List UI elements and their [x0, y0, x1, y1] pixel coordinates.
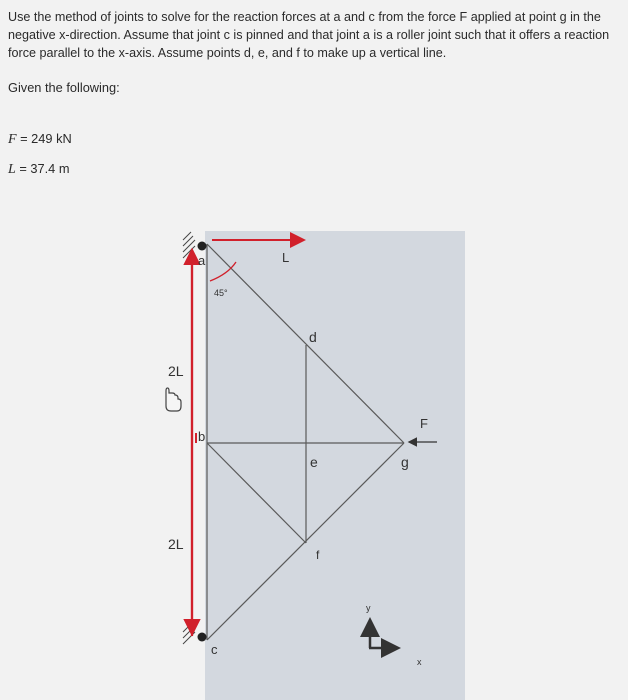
label-d: d: [309, 329, 317, 345]
label-g: g: [401, 454, 409, 470]
force-symbol: F: [8, 132, 17, 147]
force-equals: =: [16, 131, 32, 146]
label-c: c: [211, 642, 218, 657]
label-2L-top: 2L: [168, 363, 184, 379]
joint-a-dot: [198, 242, 207, 251]
hand-pointer-icon: [166, 388, 181, 411]
label-L: L: [282, 250, 290, 265]
joint-c-dot: [198, 633, 207, 642]
problem-statement: Use the method of joints to solve for the reaction forces at a and c from the force F applied at point g in the negative x-direction. Assume that joint c is pinned and that joint a is a roller joint such that it offers a reaction force parallel to the x-axis. Assume points d, e, and f to make up a vertical line.: [8, 10, 610, 60]
wall-hatch-bottom: [183, 622, 195, 644]
length-equals: =: [15, 161, 31, 176]
wall-hatch-top: [183, 232, 195, 258]
label-a: a: [198, 253, 206, 268]
given-heading: Given the following:: [8, 80, 120, 95]
label-x-axis: x: [417, 657, 422, 667]
label-f: f: [316, 548, 320, 562]
figure-panel: [205, 231, 465, 700]
force-value: 249 kN: [31, 131, 72, 146]
label-y-axis: y: [366, 603, 371, 613]
length-value: 37.4 m: [30, 161, 70, 176]
label-2L-bottom: 2L: [168, 536, 184, 552]
label-e: e: [310, 454, 318, 470]
label-F: F: [420, 416, 428, 431]
label-b: b: [198, 429, 206, 444]
label-angle: 45°: [214, 288, 228, 298]
length-symbol: L: [8, 162, 16, 177]
